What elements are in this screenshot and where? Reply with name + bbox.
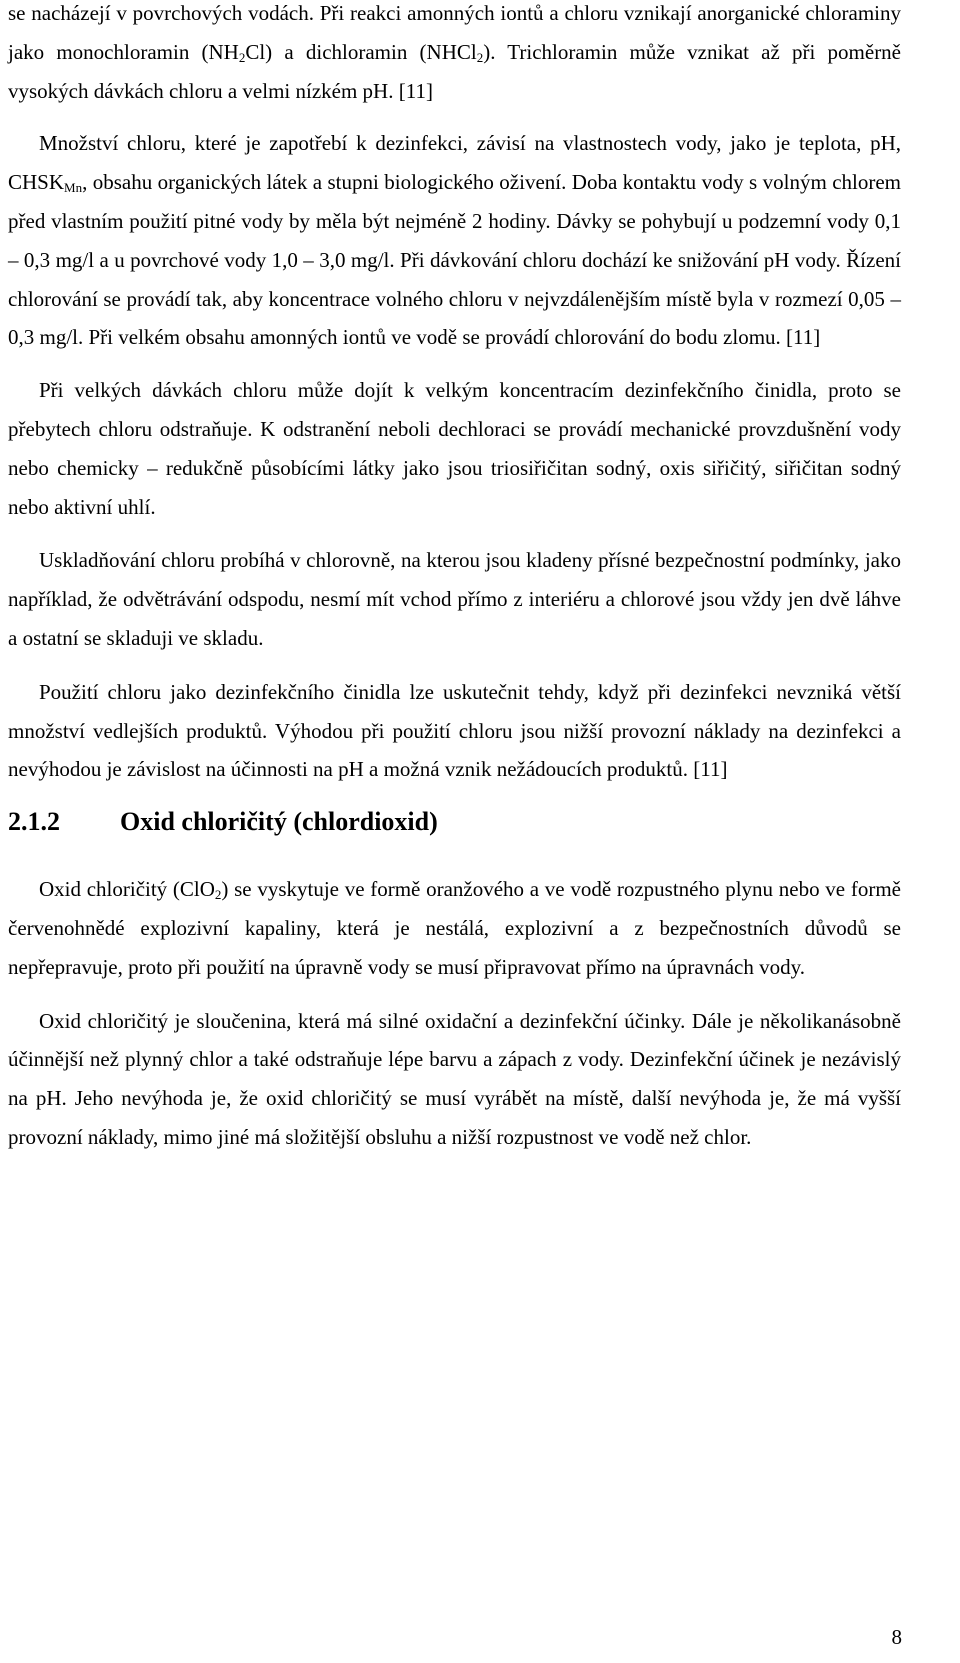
- text-run: se nacházejí v povrchových vodách. Při reakci amonných iontů a chloru vznikají anorganické chloraminy jako monochloramin (NH: [8, 1, 901, 64]
- subscript: 2: [214, 887, 222, 903]
- text-run: ). Trichloramin může vznikat až při poměrně vysokých dávkách chloru a velmi nízkém pH. [11]: [8, 39, 902, 103]
- paragraph-chlorine-usage: [8, 673, 901, 789]
- document-page: [8, 0, 901, 1157]
- section-number: 2.1.2: [8, 807, 60, 837]
- text-run: Oxid chloričitý je sloučenina, která má silné oxidační a dezinfekční účinky. Dále je několikanásobně účinnější než plynný chlor a také odstraňuje lépe barvu a zápach z vody. Dezinfekční účinek je nezávislý na pH. Jeho nevýhoda je, že oxid chloričitý se musí vyrábět na místě, další nevýhoda je, že má vyšší provozní náklady, mimo jiné má složitější obsluhu a nižší rozpustnost ve vodě než chlor.: [8, 1008, 901, 1149]
- subscript: 2: [238, 49, 246, 65]
- text-run: Použití chloru jako dezinfekčního činidla lze uskutečnit tehdy, když při dezinfekci nevzniká větší množství vedlejších produktů. Výhodou při použití chloru jsou nižší provozní náklady na dezinfekci a nevýhodou je závislost na účinnosti na pH a možná vznik nežádoucích produktů. [11]: [8, 679, 901, 782]
- page-number: 8: [891, 1625, 902, 1649]
- text-run: Oxid chloričitý (ClO: [39, 877, 215, 902]
- paragraph-chlorine-storage: [8, 541, 901, 657]
- subscript: 2: [476, 49, 484, 65]
- section-heading: [8, 802, 901, 842]
- text-run: Množství chloru, které je zapotřebí k dezinfekci, závisí na vlastnostech vody, jako je teplota, pH, CHSK: [8, 131, 901, 195]
- paragraph-chlorine-dose: [8, 124, 901, 357]
- text-run: Cl) a dichloramin (NHCl: [245, 39, 477, 64]
- text-run: ) se vyskytuje ve formě oranžového a ve vodě rozpustného plynu nebo ve formě červenohnědé explozivní kapaliny, která je nestálá, explozivní a z bezpečnostních důvodů se nepřepravuje, proto při použití na úpravně vody se musí připravovat přímo na úpravnách vody.: [8, 877, 901, 979]
- text-run: , obsahu organických látek a stupni biologického oživení. Doba kontaktu vody s volným chlorem před vlastním použití pitné vody by měla být nejméně 2 hodiny. Dávky se pohybují u podzemní vody 0,1 – 0,3 mg/l a u povrchové vody 1,0 – 3,0 mg/l. Při dávkování chloru dochází ke snižování pH vody. Řízení chlorování se provádí tak, aby koncentrace volného chloru v nejvzdálenějším místě byla v rozmezí 0,05 – 0,3 mg/l. Při velkém obsahu amonných iontů ve vodě se provádí chlorování do bodu zlomu. [11]: [8, 170, 901, 350]
- text-run: Uskladňování chloru probíhá v chlorovně, na kterou jsou kladeny přísné bezpečnostní podmínky, jako například, že odvětrávání odspodu, nesmí mít vchod přímo z interiéru a chlorové jsou vždy jen dvě láhve a ostatní se skladuji ve skladu.: [8, 548, 901, 650]
- paragraph-chlorine-dioxide-intro: [8, 870, 901, 986]
- section-title: Oxid chloričitý (chlordioxid): [120, 807, 438, 837]
- paragraph-chlorine-dioxide-properties: [8, 1002, 901, 1157]
- text-run: Při velkých dávkách chloru může dojít k velkým koncentracím dezinfekčního činidla, proto se přebytech chloru odstraňuje. K odstranění neboli dechloraci se provádí mechanické provzdušnění vody nebo chemicky – redukčně působícími látky jako jsou triosiřičitan sodný, oxis siřičitý, siřičitan sodný nebo aktivní uhlí.: [8, 378, 901, 519]
- paragraph-dechlorination: [8, 371, 901, 526]
- paragraph-chloramines: [8, 0, 901, 110]
- subscript: Mn: [64, 180, 83, 196]
